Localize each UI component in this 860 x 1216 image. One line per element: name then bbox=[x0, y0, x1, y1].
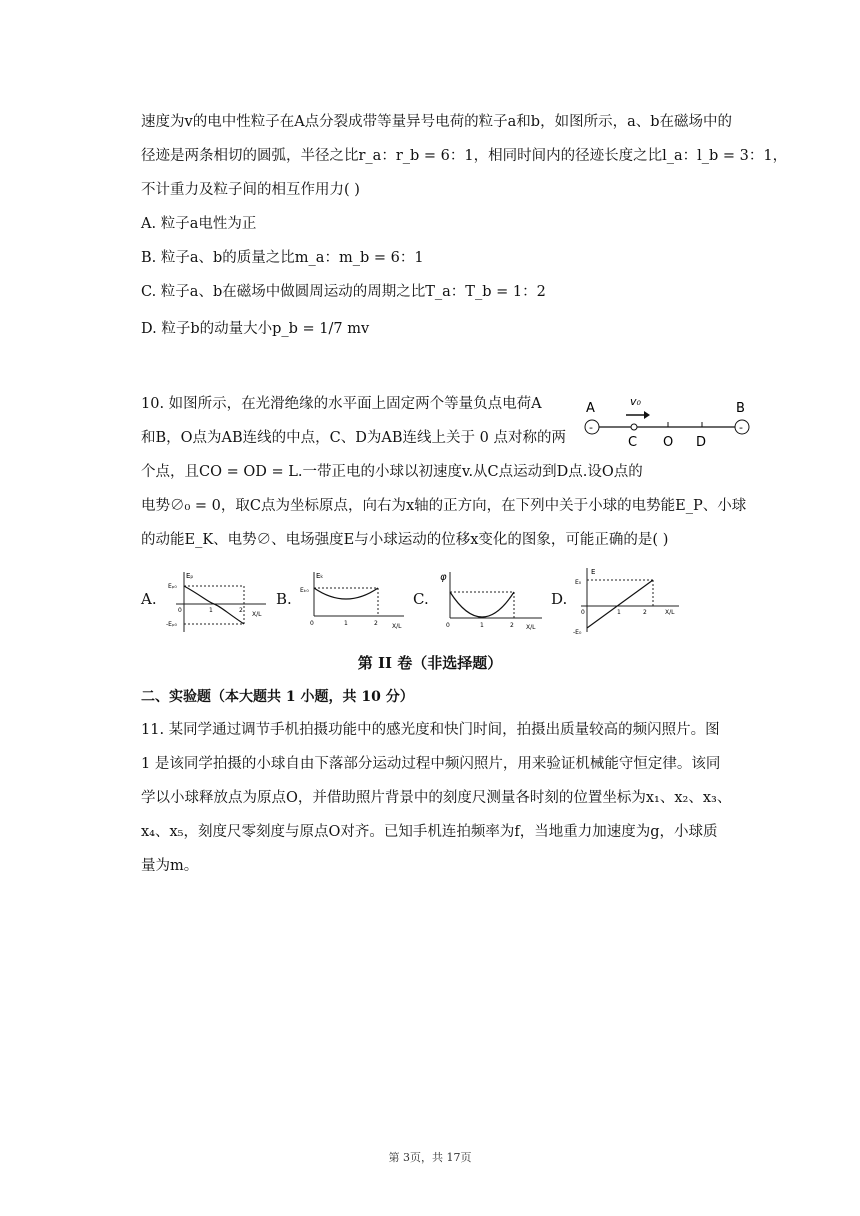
svg-text:-: - bbox=[739, 421, 743, 434]
svg-text:E: E bbox=[591, 568, 596, 576]
graph-d-line bbox=[587, 580, 653, 628]
graph-option-d[interactable]: D. bbox=[551, 590, 568, 608]
graph-b-curve bbox=[314, 588, 378, 599]
svg-text:2: 2 bbox=[374, 620, 378, 627]
graph-option-b[interactable]: B. bbox=[276, 590, 292, 608]
q9-line-3: 不计重力及粒子间的相互作用力( ) bbox=[141, 182, 360, 198]
q9-line-1: 速度为v的电中性粒子在A点分裂成带等量异号电荷的粒子a和b，如图所示，a、b在磁场中的 bbox=[141, 114, 733, 130]
svg-text:0: 0 bbox=[310, 620, 314, 627]
q9-option-b: B. 粒子a、b的质量之比m_a：m_b = 6：1 bbox=[141, 250, 424, 266]
q11-line-3: 学以小球释放点为原点O，并借助照片背景中的刻度尺测量各时刻的位置坐标为x₁、x₂、x₃、 bbox=[141, 790, 732, 806]
q9-option-c: C. 粒子a、b在磁场中做圆周运动的周期之比T_a：T_b = 1：2 bbox=[141, 284, 546, 300]
svg-text:-Eₚ₀: -Eₚ₀ bbox=[166, 621, 177, 628]
svg-text:Eₚ: Eₚ bbox=[186, 572, 194, 580]
q11-line-1: 11. 某同学通过调节手机拍摄功能中的感光度和快门时间，拍摄出质量较高的频闪照片。图 bbox=[141, 722, 720, 738]
svg-text:2: 2 bbox=[510, 622, 514, 629]
svg-text:Eₖ: Eₖ bbox=[316, 572, 324, 580]
graph-a-curve bbox=[184, 586, 244, 624]
svg-text:X/L: X/L bbox=[665, 609, 675, 616]
svg-text:Eₚ₀: Eₚ₀ bbox=[168, 583, 177, 590]
q11-line-5: 量为m。 bbox=[141, 858, 199, 874]
graph-c-curve bbox=[450, 592, 514, 617]
q9-option-d: D. 粒子b的动量大小p_b = 1/7 mv bbox=[141, 321, 370, 337]
label-o: O bbox=[663, 435, 674, 450]
svg-text:-: - bbox=[589, 421, 593, 434]
q10-line-1: 10. 如图所示，在光滑绝缘的水平面上固定两个等量负点电荷A bbox=[141, 396, 542, 412]
svg-text:E₀: E₀ bbox=[575, 579, 582, 586]
charge-diagram bbox=[578, 390, 758, 450]
q9-line-2: 径迹是两条相切的圆弧，半径之比r_a：r_b = 6：1，相同时间内的径迹长度之比l_a：l_b = 3：1， bbox=[141, 148, 788, 164]
svg-text:1: 1 bbox=[480, 622, 484, 629]
graph-a bbox=[166, 566, 270, 638]
q9-option-a: A. 粒子a电性为正 bbox=[141, 216, 257, 232]
svg-text:φ: φ bbox=[440, 572, 447, 583]
label-b: B bbox=[736, 401, 745, 416]
q10-line-3: 个点，且CO = OD = L.一带正电的小球以初速度v.从C点运动到D点.设O点的 bbox=[141, 464, 643, 480]
label-a: A bbox=[586, 401, 595, 416]
svg-text:X/L: X/L bbox=[252, 611, 262, 618]
q11-line-4: x₄、x₅，刻度尺零刻度与原点O对齐。已知手机连拍频率为f，当地重力加速度为g，小球质 bbox=[141, 824, 718, 840]
svg-text:0: 0 bbox=[581, 609, 585, 616]
graph-b bbox=[300, 566, 408, 632]
label-c: C bbox=[628, 435, 638, 450]
svg-text:1: 1 bbox=[344, 620, 348, 627]
page-footer: 第 3页，共 17页 bbox=[388, 1151, 472, 1164]
svg-text:2: 2 bbox=[643, 609, 647, 616]
svg-text:0: 0 bbox=[446, 622, 450, 629]
svg-text:X/L: X/L bbox=[392, 623, 402, 630]
section-experiment-header: 二、实验题（本大题共 1 小题，共 10 分） bbox=[141, 689, 414, 705]
label-v0: v₀ bbox=[630, 395, 641, 408]
graph-c bbox=[438, 566, 546, 632]
svg-text:2: 2 bbox=[239, 607, 243, 614]
label-d: D bbox=[696, 435, 707, 450]
graph-d bbox=[573, 564, 683, 636]
q11-line-2: 1 是该同学拍摄的小球自由下落部分运动过程中频闪照片，用来验证机械能守恒定律。该同 bbox=[141, 756, 721, 772]
graph-option-a[interactable]: A. bbox=[141, 590, 157, 608]
svg-text:-E₀: -E₀ bbox=[573, 629, 582, 636]
svg-text:1: 1 bbox=[209, 607, 213, 614]
q10-line-5: 的动能E_K、电势∅、电场强度E与小球运动的位移x变化的图象，可能正确的是( ) bbox=[141, 532, 669, 548]
svg-text:0: 0 bbox=[178, 607, 182, 614]
q10-line-4: 电势∅₀ = 0，取C点为坐标原点，向右为x轴的正方向，在下列中关于小球的电势能E_P、小球 bbox=[141, 498, 747, 514]
q10-line-2: 和B，O点为AB连线的中点，C、D为AB连线上关于 0 点对称的两 bbox=[141, 430, 566, 446]
svg-text:1: 1 bbox=[617, 609, 621, 616]
svg-text:X/L: X/L bbox=[526, 624, 536, 631]
graph-option-c[interactable]: C. bbox=[413, 590, 429, 608]
ball-c bbox=[631, 424, 637, 430]
section-title: 第 II 卷（非选择题） bbox=[357, 654, 503, 672]
svg-text:Eₖ₀: Eₖ₀ bbox=[300, 587, 309, 594]
